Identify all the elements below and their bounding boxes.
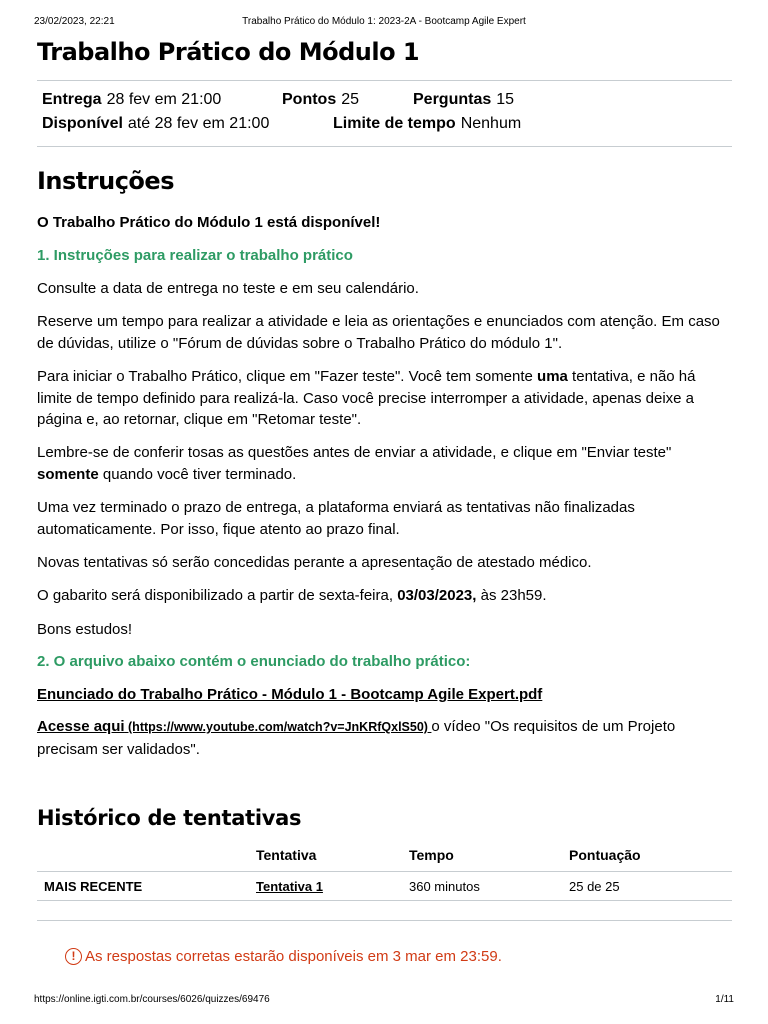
paragraph-3-text: Para iniciar o Trabalho Prático, clique em "Fazer teste". Você tem somente	[37, 368, 538, 385]
column-header-attempt: Tentativa	[256, 847, 317, 863]
emphasis-somente: somente	[37, 465, 99, 483]
answer-key-date: 03/03/2023,	[397, 587, 477, 604]
divider	[37, 146, 732, 147]
points-label: Pontos	[282, 91, 337, 108]
pdf-link[interactable]: Enunciado do Trabalho Prático - Módulo 1 - Bootcamp Agile Expert.pdf	[37, 686, 543, 703]
questions-label: Perguntas	[413, 91, 492, 108]
paragraph-2: Reserve um tempo para realizar a atividade e leia as orientações e enunciados com atenção. Em caso de dúvidas, utilize o "Fórum de dúvidas sobre o Trabalho Prático do módulo 1".	[37, 313, 720, 352]
availability	[42, 115, 269, 133]
due-date	[42, 91, 221, 109]
answers-notice	[65, 948, 502, 965]
questions-value: 15	[496, 91, 515, 108]
section-1-title: 1. Instruções para realizar o trabalho prático	[37, 247, 353, 264]
paragraph-4-text: Lembre-se de conferir tosas as questões antes de enviar a atividade, e clique em "Enviar teste"	[37, 444, 672, 461]
paragraph-7-text: O gabarito será disponibilizado a partir de sexta-feira,	[37, 587, 398, 604]
emphasis-uma: uma	[537, 368, 568, 385]
paragraph-7-text-end: às 23h59.	[476, 587, 547, 604]
paragraph-7	[37, 585, 732, 607]
print-datetime: 23/02/2023, 22:21	[34, 16, 115, 27]
paragraph-8: Bons estudos!	[37, 621, 133, 638]
paragraph-4-text-end: quando você tiver terminado.	[98, 465, 297, 483]
paragraph-4	[37, 442, 732, 485]
points	[282, 91, 359, 109]
video-description: o vídeo "Os requisitos de um Projeto precisam ser validados".	[37, 718, 676, 758]
section-2-title: 2. O arquivo abaixo contém o enunciado do trabalho prático:	[37, 653, 471, 670]
divider	[37, 80, 732, 81]
column-header-score: Pontuação	[569, 847, 641, 863]
questions	[413, 91, 514, 109]
column-header-time: Tempo	[409, 847, 454, 863]
time-limit	[333, 115, 521, 133]
paragraph-3-text-end: tentativa, e não há limite de tempo definido para realizá-la. Caso você precise interromper a atividade, apenas deixe a página e, ao retornar, clique em "Retomar teste".	[37, 368, 696, 428]
time-limit-value: Nenhum	[460, 115, 522, 132]
divider	[37, 920, 732, 921]
due-value: 28 fev em 21:00	[106, 91, 222, 108]
table-row	[37, 871, 732, 901]
warning-circle-icon: !	[65, 948, 82, 965]
history-heading: Histórico de tentativas	[37, 806, 302, 830]
attempt-link[interactable]: Tentativa 1	[256, 879, 323, 894]
video-paragraph	[37, 716, 732, 760]
print-footer	[0, 994, 768, 1008]
table-header	[37, 838, 732, 871]
print-header	[0, 16, 768, 30]
page-title: Trabalho Prático do Módulo 1	[37, 38, 420, 66]
paragraph-6: Novas tentativas só serão concedidas perante a apresentação de atestado médico.	[37, 554, 592, 571]
time-limit-label: Limite de tempo	[333, 115, 456, 132]
video-link[interactable]: Acesse aqui	[37, 718, 125, 735]
attempt-label: MAIS RECENTE	[44, 879, 143, 894]
print-url: https://online.igti.com.br/courses/6026/quizzes/69476	[34, 994, 270, 1005]
page-number: 1/11	[715, 994, 734, 1005]
attempts-table	[37, 838, 732, 901]
print-doc-title: Trabalho Prático do Módulo 1: 2023-2A - Bootcamp Agile Expert	[242, 16, 526, 27]
paragraph-1: Consulte a data de entrega no teste e em seu calendário.	[37, 280, 419, 297]
video-url-link[interactable]: (https://www.youtube.com/watch?v=JnKRfQxlS50)	[124, 720, 432, 734]
instructions-intro: O Trabalho Prático do Módulo 1 está disponível!	[37, 214, 381, 231]
paragraph-3	[37, 366, 732, 431]
available-value: até 28 fev em 21:00	[127, 115, 270, 132]
available-label: Disponível	[42, 115, 123, 132]
points-value: 25	[341, 91, 360, 108]
attempt-score: 25 de 25	[569, 879, 620, 894]
attempt-time: 360 minutos	[409, 879, 480, 894]
paragraph-5: Uma vez terminado o prazo de entrega, a plataforma enviará as tentativas não finalizadas automaticamente. Por isso, fique atento ao prazo final.	[37, 499, 635, 538]
due-label: Entrega	[42, 91, 102, 108]
pdf-paragraph	[37, 684, 732, 706]
notice-text: As respostas corretas estarão disponíveis em 3 mar em 23:59.	[85, 948, 502, 965]
instructions-heading: Instruções	[37, 167, 174, 195]
